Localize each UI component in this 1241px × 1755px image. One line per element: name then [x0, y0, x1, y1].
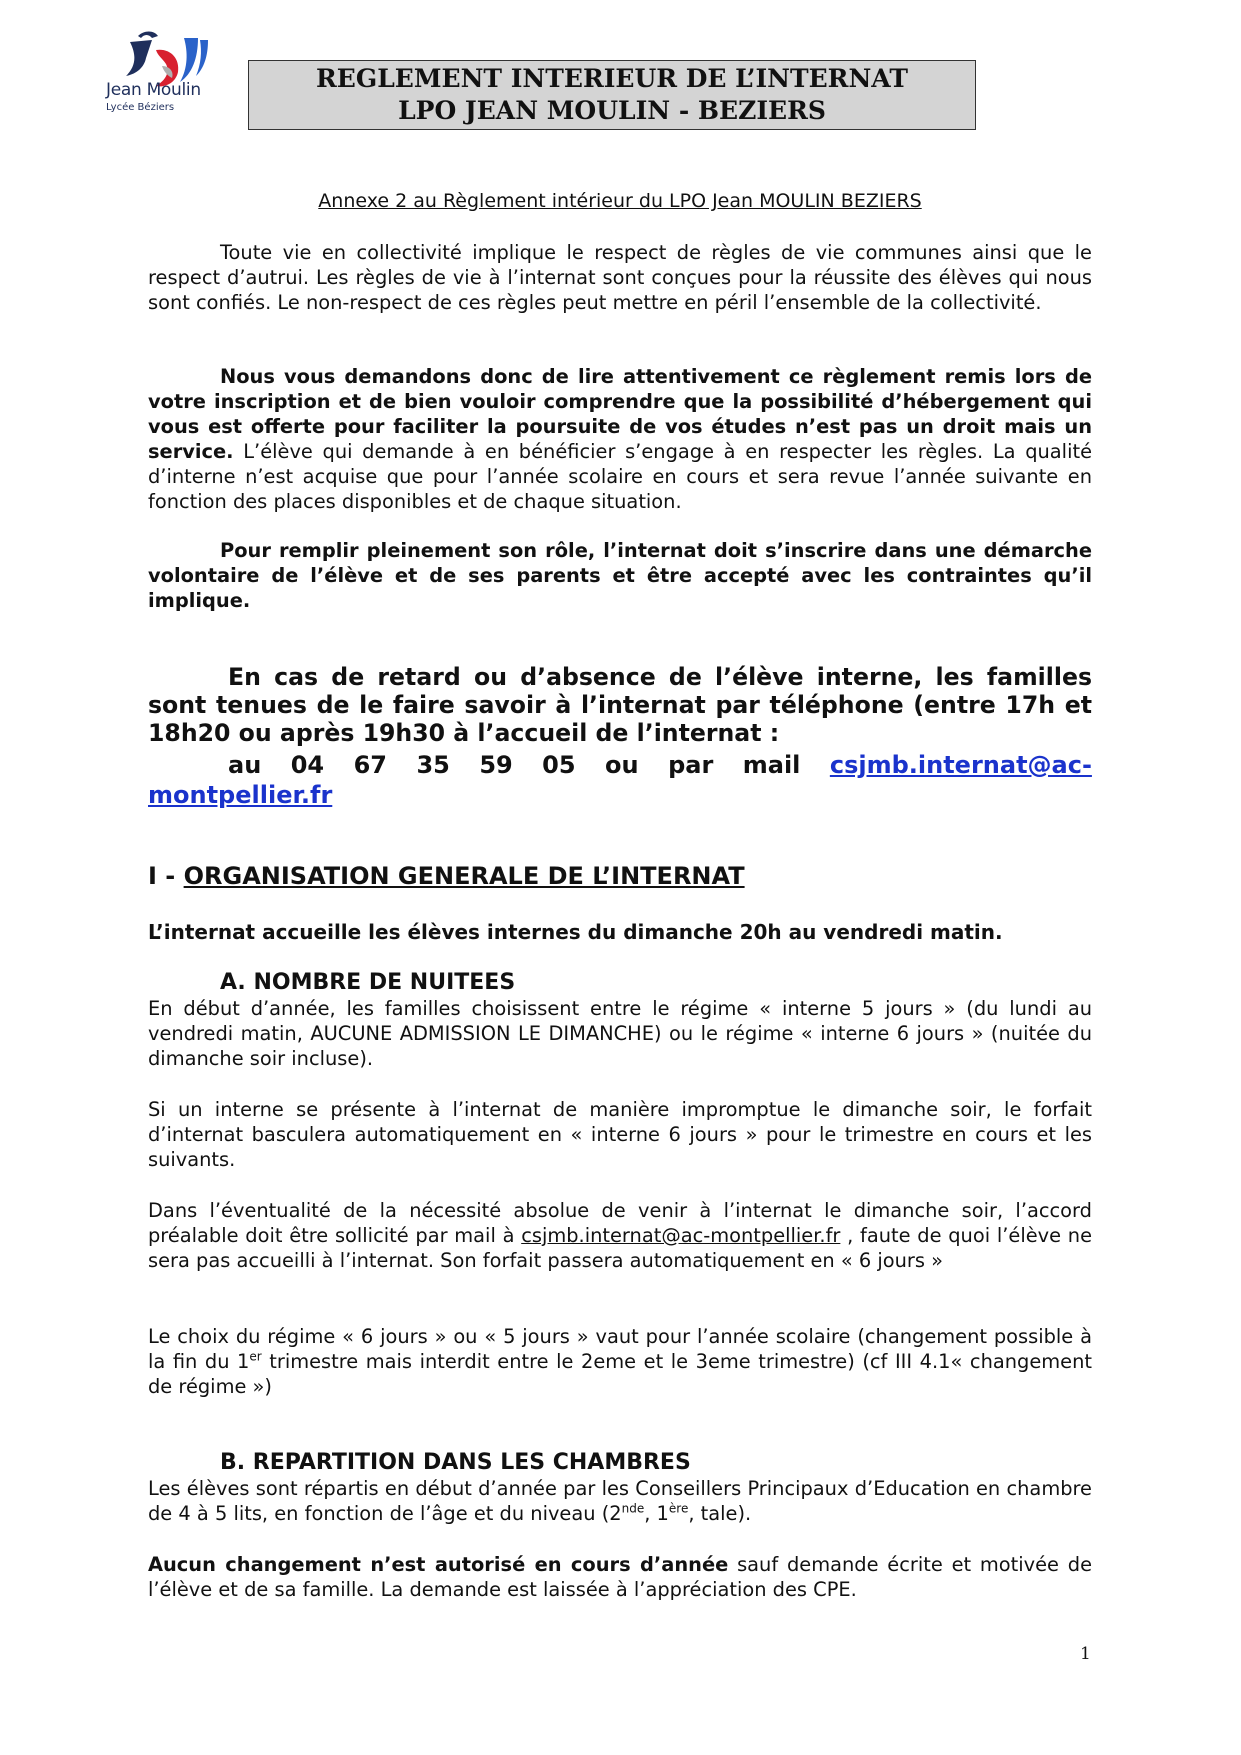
intro-p2-rest: L’élève qui demande à en bénéficier s’engage à en respecter les règles. La qualité d’interne n’est acquise que pour l’année scolaire en cours et sera revue l’année suivante en fonction des places disponibles et de chaque situation. [148, 440, 1092, 513]
annex-heading: Annexe 2 au Règlement intérieur du LPO Jean MOULIN BEZIERS [318, 190, 922, 212]
subsection-a-paragraph-2: Si un interne se présente à l’internat de manière impromptue le dimanche soir, le forfait d’internat basculera automatiquement en « interne 6 jours » pour le trimestre en cours et les suivants. [148, 1098, 1092, 1171]
email-link-inline[interactable]: csjmb.internat@ac-montpellier.fr [521, 1224, 841, 1247]
phone-part: 04 [290, 751, 325, 779]
section-1-lead: L’internat accueille les élèves internes du dimanche 20h au vendredi matin. [148, 920, 1003, 944]
phone-part: 35 [416, 751, 450, 779]
phone-part: 59 [479, 751, 513, 779]
school-logo [100, 28, 210, 113]
subsection-b-heading: B. REPARTITION DANS LES CHAMBRES [220, 1450, 691, 1475]
contact-line: au 04 67 35 59 05 ou par mail csjmb.internat@ac- [228, 751, 1092, 779]
contact-line-2 [148, 780, 1092, 810]
intro-paragraph-1: Toute vie en collectivité implique le respect de règles de vie communes ainsi que le respect d’autrui. Les règles de vie à l’internat sont conçues pour la réussite des élèves qui nous sont confiés. Le non-respect de ces règles peut mettre en péril l’ensemble de la collectivité. [148, 241, 1092, 314]
subsection-b-paragraph-2: Aucun changement n’est autorisé en cours d’année sauf demande écrite et motivée de l’élève et de sa famille. La demande est laissée à l’appréciation des CPE. [148, 1553, 1092, 1601]
logo-subtitle: Lycée Béziers [106, 102, 175, 113]
phone-part: 05 [542, 751, 576, 779]
intro-paragraph-3: Pour remplir pleinement son rôle, l’internat doit s’inscrire dans une démarche volontaire de l’élève et de ses parents et être accepté avec les contraintes qu’il implique. [148, 539, 1092, 612]
subsection-a-heading: A. NOMBRE DE NUITEES [220, 970, 516, 995]
subsection-a-paragraph-4: Le choix du régime « 6 jours » ou « 5 jours » vaut pour l’année scolaire (changement possible à la fin du 1er trimestre mais interdit entre le 2eme et le 3eme trimestre) (cf III 4.1« changement de régime ») [148, 1325, 1092, 1398]
section-1-heading: I - ORGANISATION GENERALE DE L’INTERNAT [148, 862, 745, 890]
title-line-1: REGLEMENT INTERIEUR DE L’INTERNAT [316, 64, 908, 93]
intro-paragraph-2 [148, 364, 1092, 514]
phone-part: 67 [353, 751, 387, 779]
email-link[interactable]: csjmb.internat@ac- [829, 751, 1092, 779]
subsection-b-paragraph-1: Les élèves sont répartis en début d’année par les Conseillers Principaux d’Education en chambre de 4 à 5 lits, en fonction de l’âge et du niveau (2nde, 1ère, tale). [148, 1477, 1092, 1525]
email-link-continued[interactable]: montpellier.fr [148, 781, 333, 809]
logo-name: Jean Moulin [106, 80, 201, 100]
document-title-box [248, 60, 976, 130]
subsection-a-paragraph-3: Dans l’éventualité de la nécessité absolue de venir à l’internat le dimanche soir, l’accord préalable doit être sollicité par mail à csjmb.internat@ac-montpellier.fr , faute de quoi l’élève ne sera pas accueilli à l’internat. Son forfait passera automatiquement en « 6 jours » [148, 1199, 1092, 1272]
page-number: 1 [1080, 1644, 1091, 1664]
title-line-2: LPO JEAN MOULIN - BEZIERS [398, 96, 826, 125]
absence-notice: En cas de retard ou d’absence de l’élève interne, les familles sont tenues de le faire savoir à l’internat par téléphone (entre 17h et 18h20 ou après 19h30 à l’accueil de l’internat : [148, 663, 1092, 747]
intro-p2-bold: Nous vous demandons donc de lire attentivement ce règlement remis lors de votre inscription et de bien vouloir comprendre que la possibilité d’hébergement qui vous est offerte pour faciliter la poursuite de vos études n’est pas un droit mais un service. [148, 365, 1092, 463]
logo-mark-icon [100, 28, 210, 88]
subsection-a-paragraph-1: En début d’année, les familles choisissent entre le régime « interne 5 jours » (du lundi au vendredi matin, AUCUNE ADMISSION LE DIMANCHE) ou le régime « interne 6 jours » (nuitée du dimanche soir incluse). [148, 997, 1092, 1070]
